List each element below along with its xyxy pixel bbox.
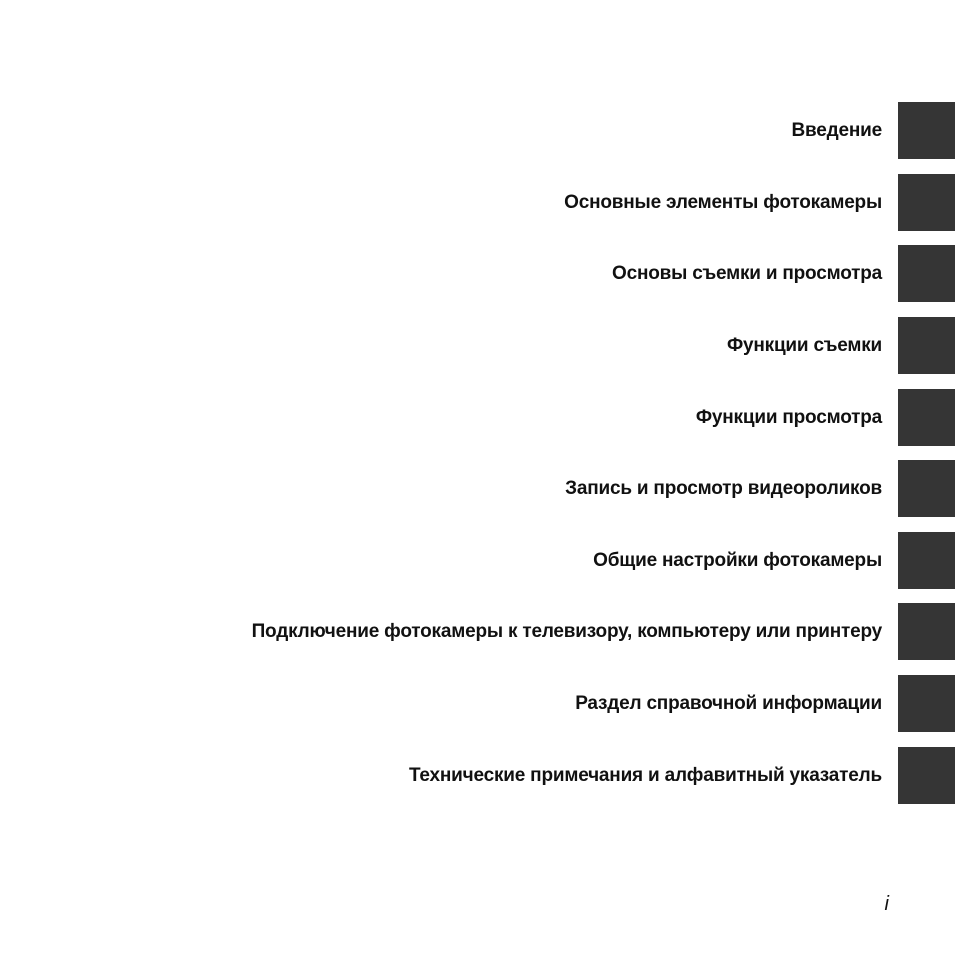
toc-item-introduction[interactable] <box>0 102 955 159</box>
toc-item-playback-features[interactable] <box>0 389 955 446</box>
section-tab[interactable] <box>898 460 955 517</box>
toc-item-label: Основы съемки и просмотра <box>612 262 882 284</box>
toc-item-label: Общие настройки фотокамеры <box>593 549 882 571</box>
section-tab[interactable] <box>898 603 955 660</box>
toc-item-shooting-features[interactable] <box>0 317 955 374</box>
section-tab[interactable] <box>898 675 955 732</box>
section-tab[interactable] <box>898 174 955 231</box>
toc-item-label: Технические примечания и алфавитный указатель <box>408 764 882 786</box>
toc-item-general-setup[interactable] <box>0 532 955 589</box>
toc-item-technical-notes-index[interactable] <box>0 747 955 804</box>
page-number: i <box>884 893 889 915</box>
toc-item-camera-parts[interactable] <box>0 174 955 231</box>
toc-item-label: Основные элементы фотокамеры <box>564 191 882 213</box>
toc-item-connecting[interactable] <box>0 603 955 660</box>
section-tab[interactable] <box>898 102 955 159</box>
section-tab[interactable] <box>898 389 955 446</box>
toc-item-label: Подключение фотокамеры к телевизору, компьютеру или принтеру <box>251 620 882 642</box>
toc-item-reference[interactable] <box>0 675 955 732</box>
toc-item-label: Запись и просмотр видеороликов <box>565 477 882 499</box>
toc-item-label: Функции съемки <box>726 334 882 356</box>
toc-item-label: Раздел справочной информации <box>575 692 882 714</box>
toc-item-shooting-playback-basics[interactable] <box>0 245 955 302</box>
toc-item-label: Введение <box>791 119 882 141</box>
section-tab[interactable] <box>898 532 955 589</box>
toc-item-label: Функции просмотра <box>695 406 882 428</box>
section-tab[interactable] <box>898 317 955 374</box>
section-tab[interactable] <box>898 245 955 302</box>
toc-item-movies[interactable] <box>0 460 955 517</box>
section-tab[interactable] <box>898 747 955 804</box>
